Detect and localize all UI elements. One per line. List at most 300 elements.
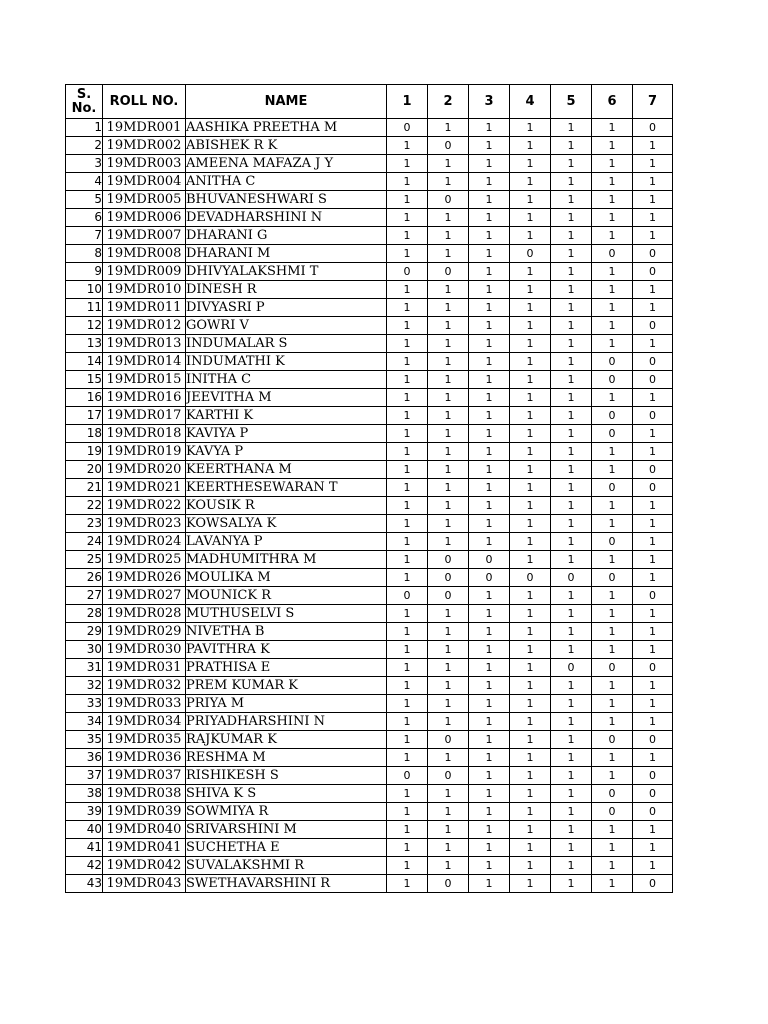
cell-name: MOUNICK R <box>186 587 387 605</box>
table-row <box>66 317 673 335</box>
table-row <box>66 641 673 659</box>
cell-roll-no: 19MDR021 <box>103 479 186 497</box>
cell-mark-4: 1 <box>510 191 551 209</box>
cell-mark-4: 1 <box>510 371 551 389</box>
cell-mark-5: 1 <box>551 407 592 425</box>
table-row <box>66 551 673 569</box>
cell-sno: 10 <box>66 281 103 299</box>
cell-sno: 37 <box>66 767 103 785</box>
cell-mark-2: 0 <box>428 263 469 281</box>
cell-mark-6: 0 <box>592 353 633 371</box>
cell-sno: 43 <box>66 875 103 893</box>
cell-mark-6: 1 <box>592 605 633 623</box>
table-row <box>66 605 673 623</box>
cell-mark-1: 0 <box>387 119 428 137</box>
cell-mark-6: 1 <box>592 551 633 569</box>
cell-mark-5: 1 <box>551 605 592 623</box>
cell-name: DHIVYALAKSHMI T <box>186 263 387 281</box>
cell-sno: 42 <box>66 857 103 875</box>
cell-mark-6: 0 <box>592 245 633 263</box>
table-row <box>66 875 673 893</box>
cell-mark-3: 1 <box>469 317 510 335</box>
cell-mark-6: 0 <box>592 803 633 821</box>
cell-mark-3: 1 <box>469 227 510 245</box>
cell-mark-4: 1 <box>510 767 551 785</box>
cell-mark-6: 1 <box>592 713 633 731</box>
cell-name: KEERTHESEWARAN T <box>186 479 387 497</box>
cell-roll-no: 19MDR019 <box>103 443 186 461</box>
cell-sno: 25 <box>66 551 103 569</box>
cell-mark-2: 1 <box>428 641 469 659</box>
cell-mark-7: 1 <box>633 677 673 695</box>
cell-mark-6: 1 <box>592 821 633 839</box>
cell-mark-7: 1 <box>633 641 673 659</box>
cell-mark-4: 1 <box>510 497 551 515</box>
cell-sno: 14 <box>66 353 103 371</box>
cell-mark-3: 1 <box>469 335 510 353</box>
cell-mark-2: 1 <box>428 533 469 551</box>
cell-mark-5: 1 <box>551 731 592 749</box>
cell-mark-2: 1 <box>428 227 469 245</box>
cell-mark-2: 1 <box>428 407 469 425</box>
header-row <box>66 85 673 119</box>
cell-name: JEEVITHA M <box>186 389 387 407</box>
cell-mark-6: 1 <box>592 677 633 695</box>
cell-mark-5: 1 <box>551 839 592 857</box>
cell-roll-no: 19MDR037 <box>103 767 186 785</box>
cell-mark-6: 1 <box>592 209 633 227</box>
cell-name: INITHA C <box>186 371 387 389</box>
cell-mark-6: 1 <box>592 263 633 281</box>
cell-mark-2: 0 <box>428 875 469 893</box>
cell-name: GOWRI V <box>186 317 387 335</box>
cell-name: PRIYADHARSHINI N <box>186 713 387 731</box>
header-name: NAME <box>186 85 387 119</box>
table-row <box>66 803 673 821</box>
cell-mark-4: 1 <box>510 299 551 317</box>
cell-sno: 38 <box>66 785 103 803</box>
cell-roll-no: 19MDR011 <box>103 299 186 317</box>
cell-mark-1: 1 <box>387 227 428 245</box>
cell-mark-2: 1 <box>428 389 469 407</box>
cell-mark-6: 0 <box>592 731 633 749</box>
cell-mark-1: 1 <box>387 137 428 155</box>
cell-sno: 41 <box>66 839 103 857</box>
table-row <box>66 425 673 443</box>
cell-mark-7: 1 <box>633 335 673 353</box>
cell-mark-1: 1 <box>387 875 428 893</box>
cell-mark-2: 1 <box>428 461 469 479</box>
cell-mark-3: 1 <box>469 767 510 785</box>
cell-mark-5: 1 <box>551 425 592 443</box>
cell-mark-5: 1 <box>551 497 592 515</box>
cell-mark-1: 1 <box>387 821 428 839</box>
table-row <box>66 263 673 281</box>
cell-mark-3: 1 <box>469 677 510 695</box>
cell-mark-5: 1 <box>551 821 592 839</box>
cell-mark-1: 1 <box>387 713 428 731</box>
cell-mark-7: 1 <box>633 137 673 155</box>
cell-sno: 12 <box>66 317 103 335</box>
cell-mark-6: 1 <box>592 515 633 533</box>
cell-name: SOWMIYA R <box>186 803 387 821</box>
cell-mark-4: 0 <box>510 245 551 263</box>
cell-mark-3: 1 <box>469 191 510 209</box>
table-row <box>66 299 673 317</box>
cell-mark-2: 1 <box>428 209 469 227</box>
cell-mark-2: 0 <box>428 137 469 155</box>
cell-sno: 19 <box>66 443 103 461</box>
cell-mark-5: 1 <box>551 857 592 875</box>
cell-mark-6: 1 <box>592 155 633 173</box>
cell-mark-7: 1 <box>633 209 673 227</box>
cell-mark-3: 0 <box>469 569 510 587</box>
cell-mark-4: 1 <box>510 749 551 767</box>
cell-mark-3: 1 <box>469 839 510 857</box>
cell-name: SUVALAKSHMI R <box>186 857 387 875</box>
cell-name: SUCHETHA E <box>186 839 387 857</box>
cell-mark-4: 1 <box>510 425 551 443</box>
cell-mark-2: 1 <box>428 353 469 371</box>
cell-mark-1: 1 <box>387 173 428 191</box>
cell-roll-no: 19MDR031 <box>103 659 186 677</box>
cell-mark-3: 1 <box>469 587 510 605</box>
cell-mark-5: 1 <box>551 443 592 461</box>
cell-sno: 9 <box>66 263 103 281</box>
cell-mark-1: 1 <box>387 245 428 263</box>
cell-mark-3: 1 <box>469 749 510 767</box>
cell-mark-5: 1 <box>551 371 592 389</box>
cell-mark-3: 1 <box>469 479 510 497</box>
cell-sno: 3 <box>66 155 103 173</box>
cell-roll-no: 19MDR005 <box>103 191 186 209</box>
cell-name: RISHIKESH S <box>186 767 387 785</box>
header-mark-1: 1 <box>387 85 428 119</box>
cell-name: DIVYASRI P <box>186 299 387 317</box>
cell-mark-1: 1 <box>387 515 428 533</box>
cell-mark-6: 1 <box>592 281 633 299</box>
cell-name: INDUMALAR S <box>186 335 387 353</box>
cell-mark-6: 1 <box>592 497 633 515</box>
table-row <box>66 389 673 407</box>
cell-sno: 20 <box>66 461 103 479</box>
table-row <box>66 353 673 371</box>
cell-mark-2: 0 <box>428 569 469 587</box>
cell-mark-7: 1 <box>633 155 673 173</box>
cell-mark-5: 1 <box>551 281 592 299</box>
cell-roll-no: 19MDR002 <box>103 137 186 155</box>
cell-mark-4: 1 <box>510 803 551 821</box>
cell-mark-5: 1 <box>551 353 592 371</box>
cell-name: ABISHEK R K <box>186 137 387 155</box>
cell-name: SRIVARSHINI M <box>186 821 387 839</box>
cell-mark-1: 0 <box>387 767 428 785</box>
cell-mark-1: 1 <box>387 281 428 299</box>
cell-mark-7: 1 <box>633 533 673 551</box>
cell-roll-no: 19MDR007 <box>103 227 186 245</box>
cell-mark-3: 1 <box>469 281 510 299</box>
cell-mark-3: 1 <box>469 173 510 191</box>
table-row <box>66 479 673 497</box>
cell-mark-3: 0 <box>469 551 510 569</box>
cell-mark-3: 1 <box>469 497 510 515</box>
cell-name: LAVANYA P <box>186 533 387 551</box>
cell-mark-6: 0 <box>592 479 633 497</box>
cell-mark-2: 1 <box>428 281 469 299</box>
cell-sno: 17 <box>66 407 103 425</box>
cell-mark-4: 1 <box>510 209 551 227</box>
cell-sno: 7 <box>66 227 103 245</box>
cell-roll-no: 19MDR024 <box>103 533 186 551</box>
cell-mark-5: 1 <box>551 335 592 353</box>
cell-mark-2: 1 <box>428 785 469 803</box>
cell-sno: 6 <box>66 209 103 227</box>
cell-mark-2: 0 <box>428 767 469 785</box>
cell-sno: 23 <box>66 515 103 533</box>
cell-mark-4: 1 <box>510 281 551 299</box>
cell-mark-7: 1 <box>633 551 673 569</box>
header-mark-2: 2 <box>428 85 469 119</box>
cell-mark-2: 1 <box>428 749 469 767</box>
cell-mark-1: 1 <box>387 443 428 461</box>
cell-mark-2: 1 <box>428 335 469 353</box>
table-row <box>66 749 673 767</box>
cell-mark-5: 0 <box>551 569 592 587</box>
cell-mark-7: 1 <box>633 389 673 407</box>
cell-mark-3: 1 <box>469 443 510 461</box>
cell-mark-1: 1 <box>387 605 428 623</box>
cell-mark-3: 1 <box>469 875 510 893</box>
cell-roll-no: 19MDR039 <box>103 803 186 821</box>
cell-mark-2: 1 <box>428 803 469 821</box>
cell-mark-7: 1 <box>633 695 673 713</box>
cell-mark-4: 1 <box>510 839 551 857</box>
cell-mark-6: 0 <box>592 569 633 587</box>
header-mark-6: 6 <box>592 85 633 119</box>
cell-mark-5: 1 <box>551 389 592 407</box>
cell-mark-7: 1 <box>633 227 673 245</box>
cell-mark-5: 1 <box>551 587 592 605</box>
cell-mark-2: 1 <box>428 659 469 677</box>
cell-mark-5: 1 <box>551 695 592 713</box>
cell-mark-4: 1 <box>510 461 551 479</box>
cell-mark-6: 1 <box>592 875 633 893</box>
cell-mark-1: 0 <box>387 263 428 281</box>
cell-roll-no: 19MDR022 <box>103 497 186 515</box>
table-row <box>66 407 673 425</box>
cell-mark-7: 0 <box>633 731 673 749</box>
cell-mark-4: 1 <box>510 551 551 569</box>
cell-mark-1: 1 <box>387 335 428 353</box>
cell-mark-1: 1 <box>387 803 428 821</box>
table-row <box>66 227 673 245</box>
marks-table <box>65 84 673 893</box>
cell-mark-1: 1 <box>387 569 428 587</box>
table-row <box>66 119 673 137</box>
cell-mark-6: 1 <box>592 695 633 713</box>
cell-mark-1: 1 <box>387 353 428 371</box>
cell-mark-6: 1 <box>592 119 633 137</box>
cell-mark-5: 1 <box>551 173 592 191</box>
cell-mark-1: 1 <box>387 533 428 551</box>
cell-mark-6: 0 <box>592 659 633 677</box>
cell-mark-3: 1 <box>469 155 510 173</box>
cell-mark-2: 0 <box>428 191 469 209</box>
cell-mark-4: 1 <box>510 407 551 425</box>
cell-mark-6: 1 <box>592 137 633 155</box>
header-mark-5: 5 <box>551 85 592 119</box>
cell-name: INDUMATHI K <box>186 353 387 371</box>
cell-mark-1: 1 <box>387 425 428 443</box>
cell-sno: 8 <box>66 245 103 263</box>
cell-mark-7: 1 <box>633 173 673 191</box>
table-row <box>66 839 673 857</box>
cell-mark-5: 1 <box>551 155 592 173</box>
cell-mark-6: 1 <box>592 443 633 461</box>
cell-mark-5: 1 <box>551 191 592 209</box>
cell-roll-no: 19MDR014 <box>103 353 186 371</box>
table-row <box>66 569 673 587</box>
cell-mark-1: 1 <box>387 857 428 875</box>
table-row <box>66 713 673 731</box>
table-row <box>66 515 673 533</box>
table-row <box>66 767 673 785</box>
cell-roll-no: 19MDR032 <box>103 677 186 695</box>
cell-mark-7: 1 <box>633 281 673 299</box>
cell-mark-1: 1 <box>387 551 428 569</box>
cell-mark-3: 1 <box>469 731 510 749</box>
cell-name: DEVADHARSHINI N <box>186 209 387 227</box>
cell-mark-2: 1 <box>428 605 469 623</box>
cell-mark-6: 1 <box>592 227 633 245</box>
cell-roll-no: 19MDR010 <box>103 281 186 299</box>
cell-mark-5: 1 <box>551 479 592 497</box>
cell-mark-7: 1 <box>633 569 673 587</box>
cell-roll-no: 19MDR033 <box>103 695 186 713</box>
cell-roll-no: 19MDR009 <box>103 263 186 281</box>
cell-mark-2: 1 <box>428 515 469 533</box>
cell-mark-2: 1 <box>428 713 469 731</box>
cell-mark-7: 1 <box>633 515 673 533</box>
cell-mark-7: 0 <box>633 407 673 425</box>
cell-roll-no: 19MDR038 <box>103 785 186 803</box>
cell-mark-7: 1 <box>633 497 673 515</box>
cell-name: KOUSIK R <box>186 497 387 515</box>
header-mark-4: 4 <box>510 85 551 119</box>
cell-mark-5: 1 <box>551 263 592 281</box>
cell-mark-5: 1 <box>551 299 592 317</box>
cell-mark-1: 1 <box>387 461 428 479</box>
cell-mark-1: 1 <box>387 785 428 803</box>
table-row <box>66 371 673 389</box>
cell-mark-3: 1 <box>469 353 510 371</box>
cell-mark-2: 1 <box>428 443 469 461</box>
cell-mark-6: 1 <box>592 767 633 785</box>
cell-mark-4: 1 <box>510 533 551 551</box>
cell-roll-no: 19MDR042 <box>103 857 186 875</box>
cell-sno: 34 <box>66 713 103 731</box>
cell-mark-4: 1 <box>510 731 551 749</box>
cell-mark-4: 1 <box>510 173 551 191</box>
cell-name: KARTHI K <box>186 407 387 425</box>
cell-mark-4: 1 <box>510 605 551 623</box>
cell-mark-3: 1 <box>469 623 510 641</box>
cell-name: SWETHAVARSHINI R <box>186 875 387 893</box>
table-row <box>66 443 673 461</box>
cell-mark-6: 1 <box>592 389 633 407</box>
table-row <box>66 497 673 515</box>
cell-name: RAJKUMAR K <box>186 731 387 749</box>
cell-mark-6: 0 <box>592 407 633 425</box>
table-row <box>66 281 673 299</box>
cell-mark-1: 1 <box>387 389 428 407</box>
cell-mark-4: 1 <box>510 515 551 533</box>
cell-mark-3: 1 <box>469 425 510 443</box>
cell-mark-5: 1 <box>551 209 592 227</box>
table-row <box>66 137 673 155</box>
cell-mark-6: 1 <box>592 623 633 641</box>
cell-mark-6: 0 <box>592 785 633 803</box>
cell-mark-3: 1 <box>469 137 510 155</box>
cell-mark-2: 1 <box>428 857 469 875</box>
cell-mark-5: 1 <box>551 749 592 767</box>
cell-mark-4: 1 <box>510 857 551 875</box>
cell-mark-3: 1 <box>469 407 510 425</box>
cell-sno: 13 <box>66 335 103 353</box>
cell-sno: 31 <box>66 659 103 677</box>
cell-mark-5: 1 <box>551 137 592 155</box>
table-row <box>66 695 673 713</box>
table-row <box>66 461 673 479</box>
header-roll-no: ROLL NO. <box>103 85 186 119</box>
cell-sno: 27 <box>66 587 103 605</box>
cell-roll-no: 19MDR030 <box>103 641 186 659</box>
cell-mark-5: 1 <box>551 461 592 479</box>
table-row <box>66 659 673 677</box>
cell-name: DHARANI M <box>186 245 387 263</box>
cell-roll-no: 19MDR001 <box>103 119 186 137</box>
cell-mark-2: 0 <box>428 731 469 749</box>
cell-mark-5: 1 <box>551 227 592 245</box>
table-row <box>66 623 673 641</box>
cell-mark-2: 1 <box>428 425 469 443</box>
cell-mark-2: 1 <box>428 623 469 641</box>
cell-mark-7: 1 <box>633 443 673 461</box>
cell-mark-2: 1 <box>428 371 469 389</box>
cell-mark-3: 1 <box>469 533 510 551</box>
cell-mark-1: 1 <box>387 317 428 335</box>
table-row <box>66 731 673 749</box>
cell-roll-no: 19MDR018 <box>103 425 186 443</box>
cell-mark-1: 1 <box>387 641 428 659</box>
cell-sno: 33 <box>66 695 103 713</box>
cell-sno: 4 <box>66 173 103 191</box>
cell-name: MOULIKA M <box>186 569 387 587</box>
cell-roll-no: 19MDR034 <box>103 713 186 731</box>
cell-name: AMEENA MAFAZA J Y <box>186 155 387 173</box>
cell-mark-7: 0 <box>633 317 673 335</box>
cell-mark-1: 1 <box>387 497 428 515</box>
cell-mark-2: 1 <box>428 155 469 173</box>
cell-mark-7: 1 <box>633 425 673 443</box>
cell-mark-3: 1 <box>469 695 510 713</box>
cell-mark-2: 0 <box>428 551 469 569</box>
cell-mark-1: 1 <box>387 479 428 497</box>
cell-sno: 11 <box>66 299 103 317</box>
cell-name: BHUVANESHWARI S <box>186 191 387 209</box>
cell-mark-3: 1 <box>469 803 510 821</box>
table-row <box>66 335 673 353</box>
